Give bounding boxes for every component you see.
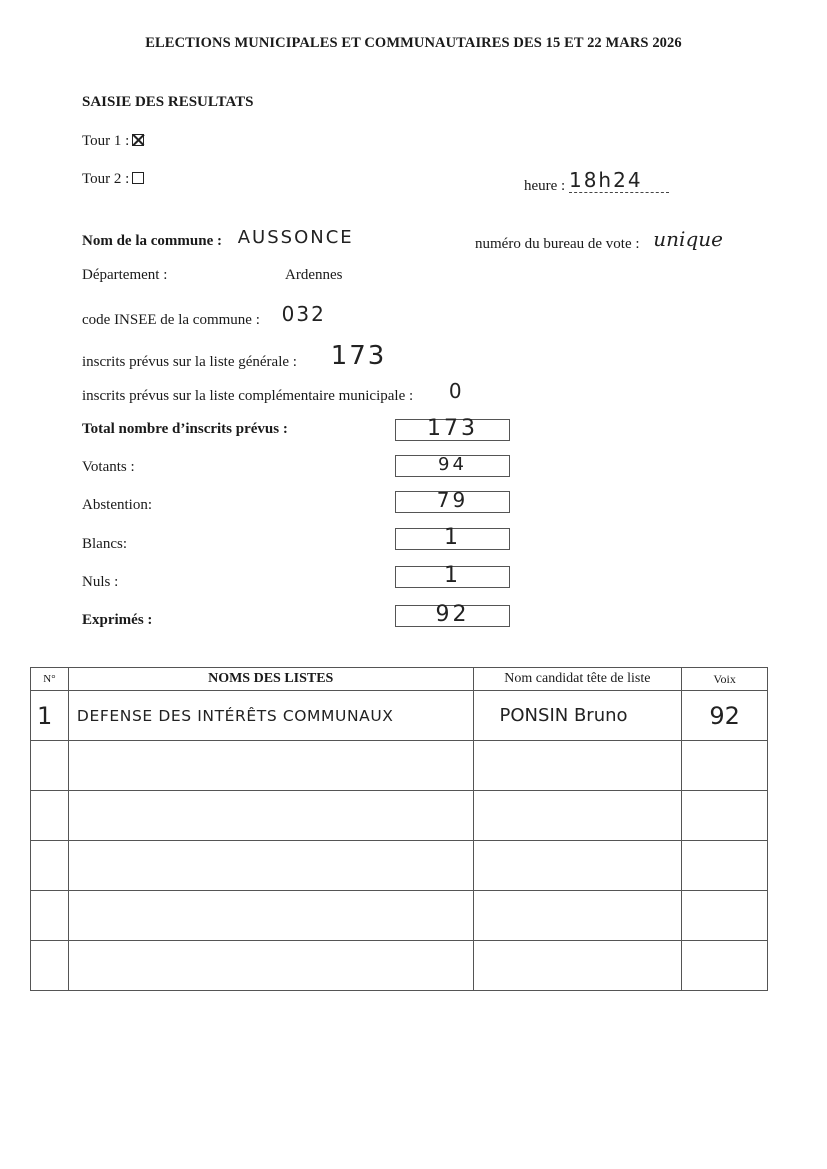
table-row [31, 741, 768, 791]
total-inscrits-label: Total nombre d’inscrits prévus : [82, 421, 288, 437]
exprimes-value: 92 [435, 602, 470, 627]
row-candidat[interactable] [473, 941, 682, 991]
row-num[interactable] [31, 891, 69, 941]
heure-label: heure : [524, 178, 566, 194]
row-liste[interactable] [68, 841, 473, 891]
nuls-box[interactable] [395, 563, 510, 588]
header-liste: NOMS DES LISTES [68, 668, 473, 691]
blancs-box[interactable] [395, 525, 510, 550]
row-num[interactable]: 1 [31, 691, 69, 741]
abstention-label: Abstention: [82, 497, 152, 513]
votants-label: Votants : [82, 459, 135, 475]
row-candidat[interactable]: PONSIN Bruno [473, 691, 682, 741]
header-candidat: Nom candidat tête de liste [473, 668, 682, 691]
bureau-value[interactable]: unique [653, 227, 723, 251]
tour2-label: Tour 2 : [82, 171, 130, 187]
commune-row [82, 229, 354, 250]
tour2-row [82, 171, 144, 188]
table-row [31, 841, 768, 891]
inscrits-generale-row [82, 343, 386, 373]
table-row [31, 891, 768, 941]
table-row [31, 791, 768, 841]
section-title: SAISIE DES RESULTATS [82, 94, 254, 110]
row-liste[interactable] [68, 941, 473, 991]
row-candidat[interactable] [473, 841, 682, 891]
total-inscrits-box[interactable] [395, 416, 510, 441]
row-num[interactable] [31, 941, 69, 991]
row-voix[interactable] [682, 841, 768, 891]
tour1-checkbox[interactable] [132, 134, 144, 146]
tour1-row [82, 133, 144, 150]
row-num[interactable] [31, 841, 69, 891]
row-liste[interactable]: DEFENSE DES INTÉRÊTS COMMUNAUX [68, 691, 473, 741]
row-voix[interactable] [682, 891, 768, 941]
row-candidat[interactable] [473, 891, 682, 941]
exprimes-label: Exprimés : [82, 612, 153, 628]
abstention-value: 79 [436, 488, 469, 512]
votants-box[interactable] [395, 455, 510, 477]
row-voix[interactable] [682, 941, 768, 991]
departement-label: Département : [82, 267, 168, 283]
nuls-label: Nuls : [82, 574, 119, 590]
row-voix[interactable] [682, 741, 768, 791]
header-num: N° [31, 668, 69, 691]
row-voix[interactable] [682, 791, 768, 841]
inscrits-generale-label: inscrits prévus sur la liste générale : [82, 354, 297, 370]
departement-value: Ardennes [285, 267, 343, 283]
inscrits-complementaire-row [82, 381, 464, 405]
total-inscrits-value: 173 [427, 416, 478, 441]
table-header-row [31, 668, 768, 691]
insee-value[interactable]: 032 [281, 302, 326, 326]
document-title: ELECTIONS MUNICIPALES ET COMMUNAUTAIRES DES 15 ET 22 MARS 2026 [145, 35, 682, 51]
row-num[interactable] [31, 741, 69, 791]
row-num[interactable] [31, 791, 69, 841]
blancs-label: Blancs: [82, 536, 127, 552]
blancs-value: 1 [444, 525, 461, 550]
tour1-label: Tour 1 : [82, 133, 130, 149]
heure-value[interactable]: 18h24 [569, 168, 669, 193]
row-liste[interactable] [68, 791, 473, 841]
row-candidat[interactable] [473, 791, 682, 841]
inscrits-generale-value[interactable]: 173 [330, 341, 387, 371]
row-liste[interactable] [68, 891, 473, 941]
commune-value[interactable]: AUSSONCE [237, 227, 354, 248]
insee-row [82, 302, 326, 329]
bureau-label: numéro du bureau de vote : [475, 236, 640, 252]
votants-value: 94 [438, 454, 467, 475]
bureau-row [475, 229, 723, 253]
heure-row [524, 168, 669, 196]
exprimes-box[interactable] [395, 602, 510, 627]
nuls-value: 1 [444, 563, 461, 588]
row-candidat[interactable] [473, 741, 682, 791]
row-voix[interactable]: 92 [682, 691, 768, 741]
table-row [31, 691, 768, 741]
inscrits-complementaire-value[interactable]: 0 [448, 379, 464, 403]
insee-label: code INSEE de la commune : [82, 312, 260, 328]
inscrits-complementaire-label: inscrits prévus sur la liste complémentaire municipale : [82, 388, 414, 404]
results-table [30, 667, 768, 991]
commune-label: Nom de la commune : [82, 233, 222, 249]
row-liste[interactable] [68, 741, 473, 791]
abstention-box[interactable] [395, 488, 510, 513]
tour2-checkbox[interactable] [132, 172, 144, 184]
header-voix: Voix [682, 668, 768, 691]
table-row [31, 941, 768, 991]
